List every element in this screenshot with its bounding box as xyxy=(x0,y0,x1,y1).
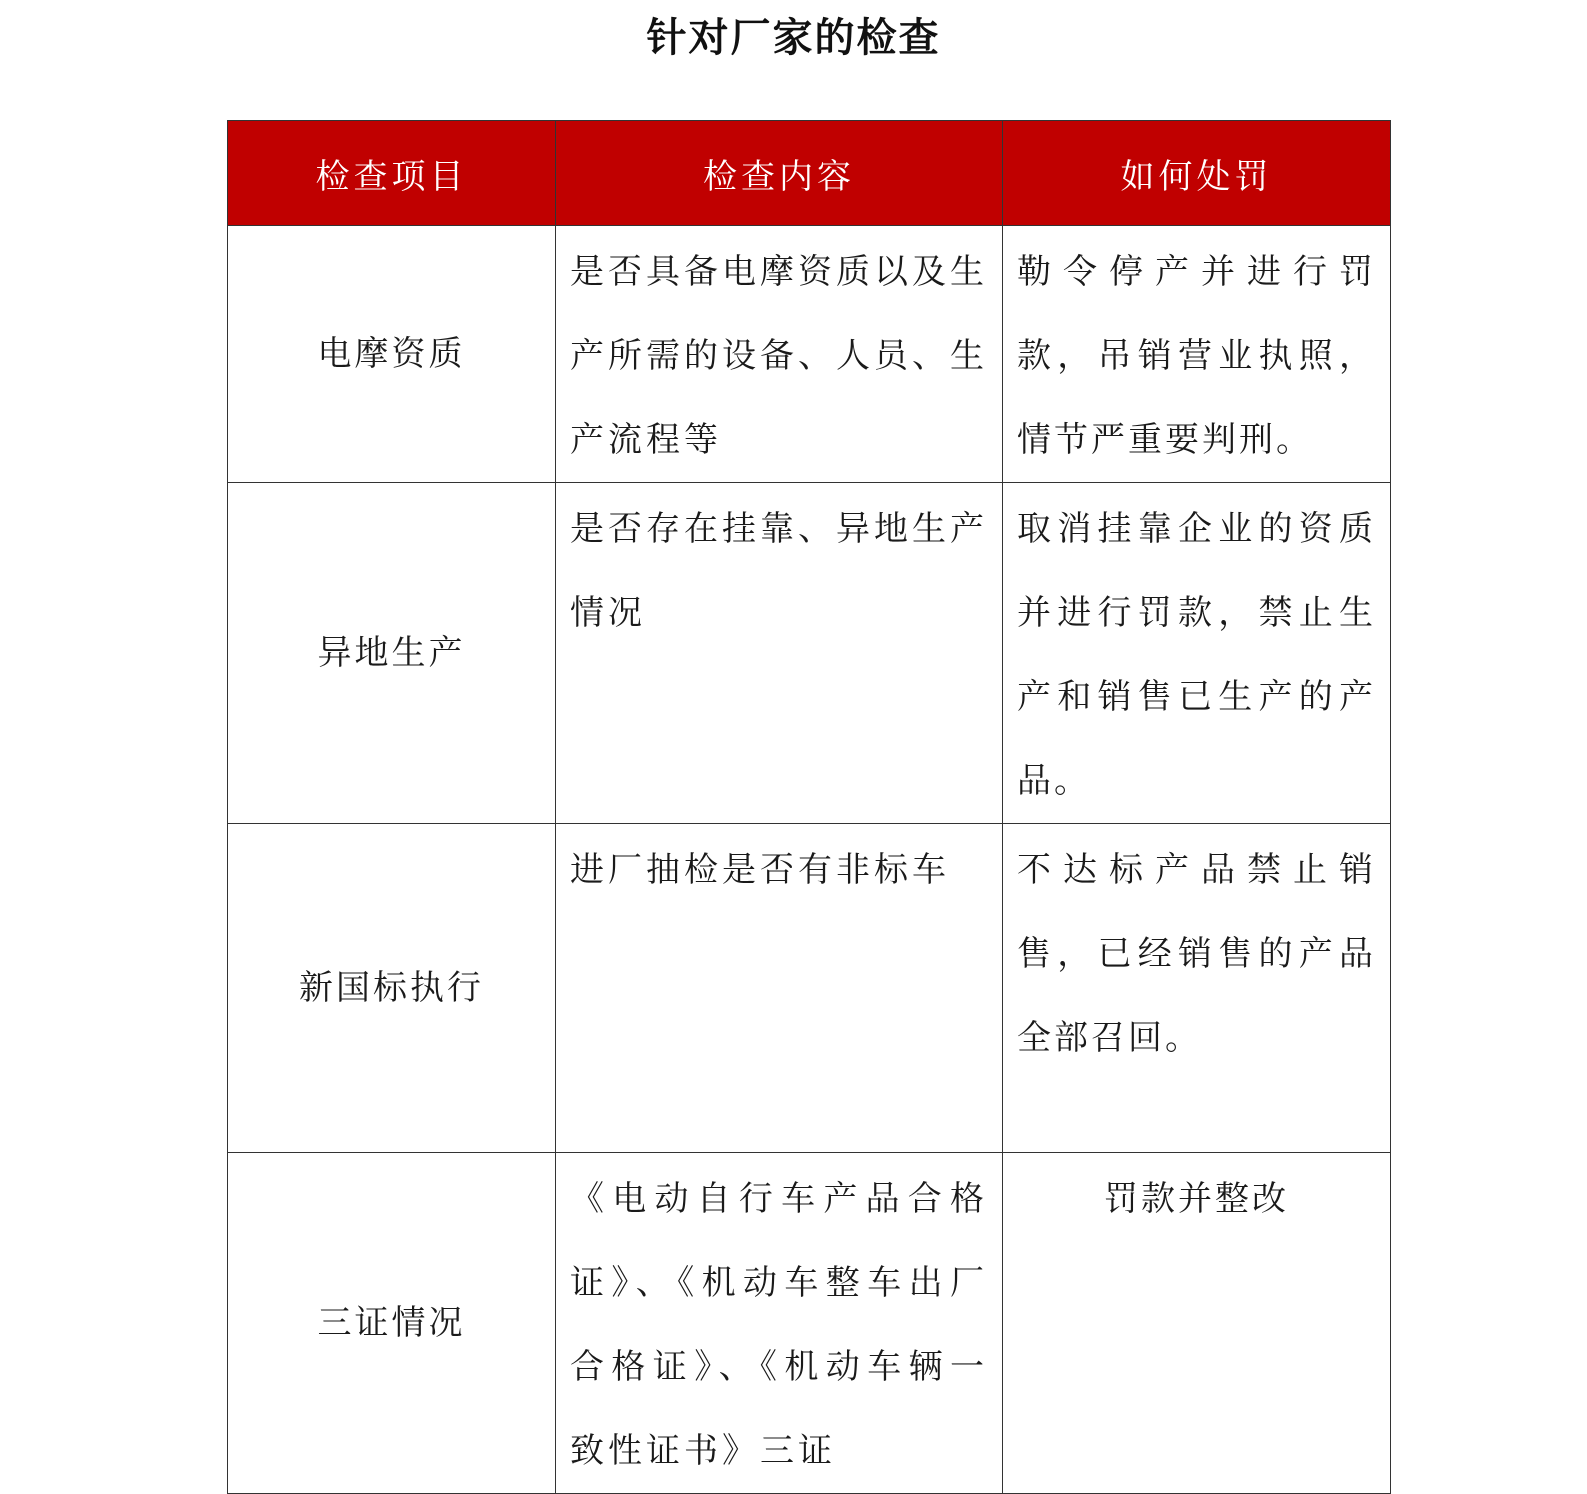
cell-content: 是否存在挂靠、异地生产情况 xyxy=(556,483,1003,824)
header-row xyxy=(228,121,1391,226)
page-title: 针对厂家的检查 xyxy=(646,15,941,61)
table-row xyxy=(228,824,1391,1153)
header-inspection-content: 检查内容 xyxy=(556,121,1003,226)
cell-penalty: 罚款并整改 xyxy=(1003,1153,1391,1494)
table-row xyxy=(228,1153,1391,1494)
cell-item: 电摩资质 xyxy=(228,226,556,483)
cell-penalty: 勒令停产并进行罚款，吊销营业执照，情节严重要判刑。 xyxy=(1003,226,1391,483)
cell-item: 三证情况 xyxy=(228,1153,556,1494)
table-body xyxy=(228,226,1391,1494)
cell-penalty: 不达标产品禁止销售，已经销售的产品全部召回。 xyxy=(1003,824,1391,1153)
header-inspection-item: 检查项目 xyxy=(228,121,556,226)
table-row xyxy=(228,483,1391,824)
cell-content: 《电动自行车产品合格证》、《机动车整车出厂合格证》、《机动车辆一致性证书》三证 xyxy=(556,1153,1003,1494)
cell-content: 进厂抽检是否有非标车 xyxy=(556,824,1003,1153)
table-header xyxy=(228,121,1391,226)
header-penalty: 如何处罚 xyxy=(1003,121,1391,226)
inspection-table xyxy=(227,120,1391,1494)
table-row xyxy=(228,226,1391,483)
cell-content: 是否具备电摩资质以及生产所需的设备、人员、生产流程等 xyxy=(556,226,1003,483)
cell-penalty: 取消挂靠企业的资质并进行罚款，禁止生产和销售已生产的产品。 xyxy=(1003,483,1391,824)
cell-item: 新国标执行 xyxy=(228,824,556,1153)
cell-item: 异地生产 xyxy=(228,483,556,824)
